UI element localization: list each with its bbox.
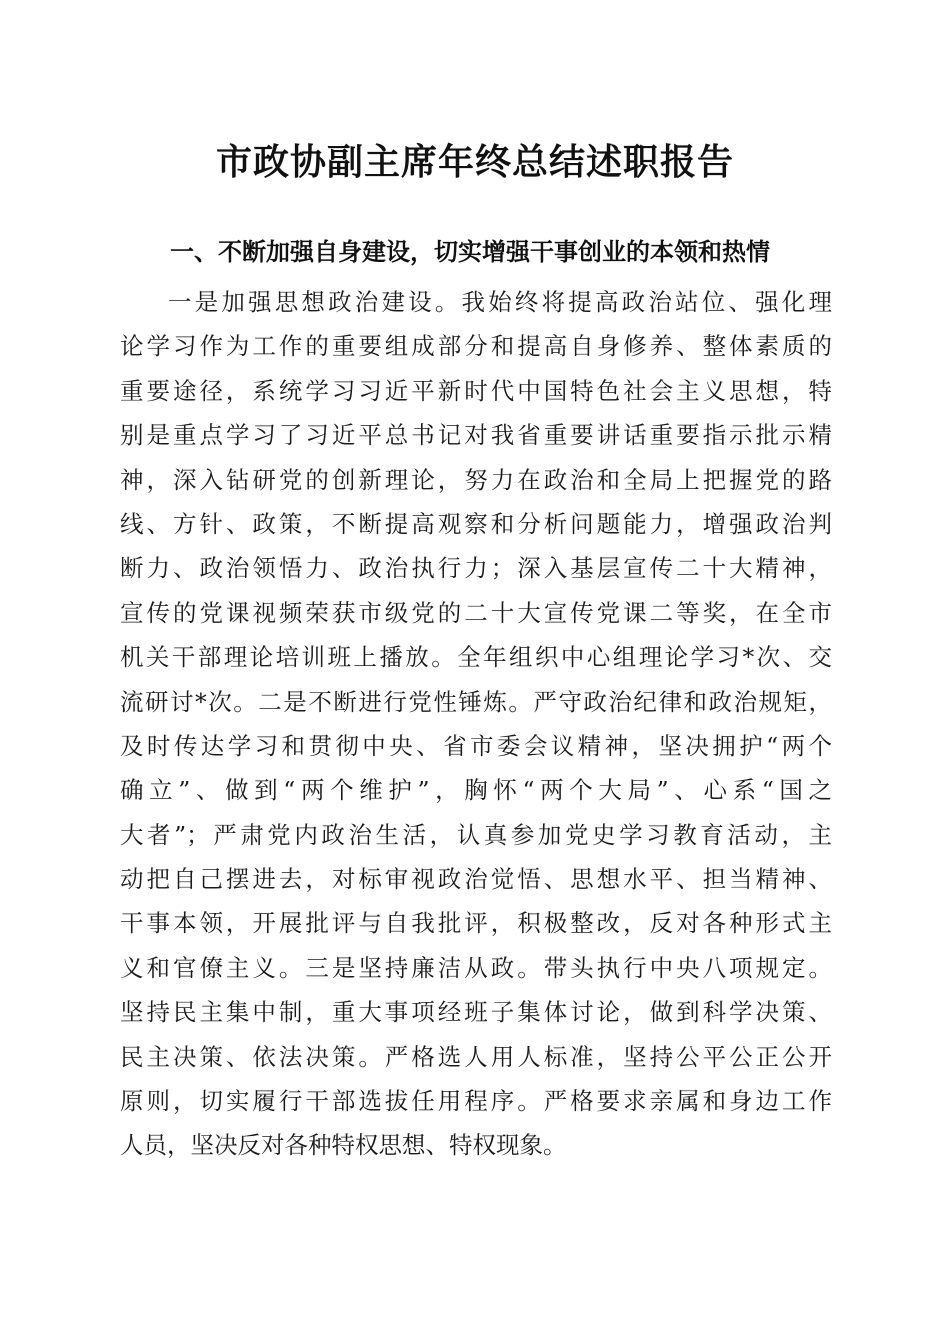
paragraph-line: 大者”；严肃党内政治生活，认真参加党史学习教育活动，主 (120, 820, 832, 849)
paragraph-line: 干事本领，开展批评与自我批评，积极整改，反对各种形式主 (120, 909, 832, 938)
paragraph-line: 义和官僚主义。三是坚持廉洁从政。带头执行中央八项规定。 (120, 953, 832, 982)
paragraph-line: 重要途径，系统学习习近平新时代中国特色社会主义思想，特 (120, 376, 832, 405)
paragraph-line: 一是加强思想政治建设。我始终将提高政治站位、强化理 (168, 288, 832, 316)
paragraph-line: 动把自己摆进去，对标审视政治觉悟、思想水平、担当精神、 (120, 865, 832, 894)
paragraph-line: 线、方针、政策，不断提高观察和分析问题能力，增强政治判 (120, 509, 832, 538)
paragraph-line: 论学习作为工作的重要组成部分和提高自身修养、整体素质的 (120, 332, 832, 361)
paragraph-line: 神，深入钻研党的创新理论，努力在政治和全局上把握党的路 (120, 465, 832, 494)
document-title: 市政协副主席年终总结述职报告 (215, 141, 734, 183)
paragraph-line: 流研讨*次。二是不断进行党性锤炼。严守政治纪律和政治规矩， (120, 687, 832, 716)
paragraph-line: 断力、政治领悟力、政治执行力；深入基层宣传二十大精神， (120, 554, 832, 583)
paragraph-line: 确立”、做到“两个维护”，胸怀“两个大局”、心系“国之 (120, 776, 832, 805)
paragraph-line: 原则，切实履行干部选拔任用程序。严格要求亲属和身边工作 (120, 1087, 832, 1116)
paragraph-line: 别是重点学习了习近平总书记对我省重要讲话重要指示批示精 (120, 421, 832, 450)
paragraph-line: 人员，坚决反对各种特权思想、特权现象。 (120, 1131, 567, 1160)
paragraph-line: 及时传达学习和贯彻中央、省市委会议精神，坚决拥护“两个 (120, 731, 832, 760)
paragraph-line: 宣传的党课视频荣获市级党的二十大宣传党课二等奖，在全市 (120, 598, 832, 627)
body-paragraph (120, 280, 832, 1168)
paragraph-line: 民主决策、依法决策。严格选人用人标准，坚持公平公正公开 (120, 1042, 832, 1071)
paragraph-line: 机关干部理论培训班上播放。全年组织中心组理论学习*次、交 (120, 643, 832, 672)
section-heading: 一、不断加强自身建设，切实增强干事创业的本领和热情 (170, 238, 770, 266)
paragraph-line: 坚持民主集中制，重大事项经班子集体讨论，做到科学决策、 (120, 998, 832, 1027)
